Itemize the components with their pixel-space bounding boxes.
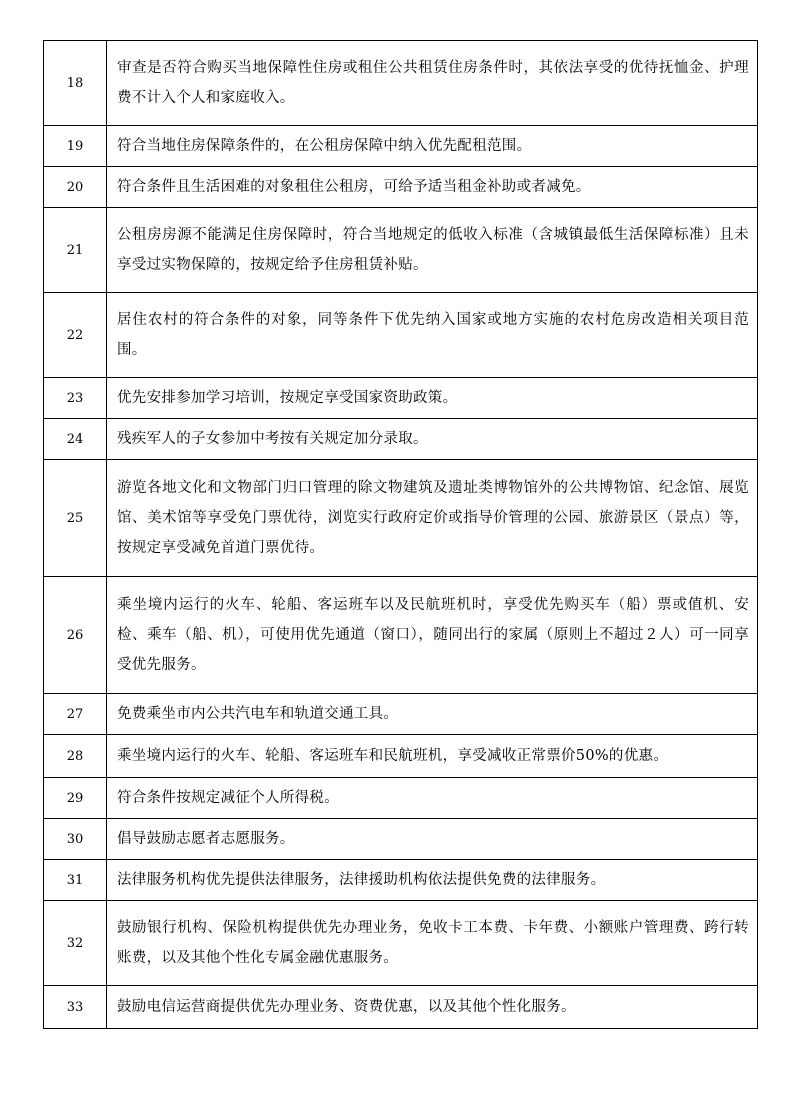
row-text: 乘坐境内运行的火车、轮船、客运班车以及民航班机时，享受优先购买车（船）票或值机、安检、乘车（船、机），可使用优先通道（窗口），随同出行的家属（原则上不超过２人）可一同享受优先服务。 <box>107 577 758 694</box>
row-text: 优先安排参加学习培训，按规定享受国家资助政策。 <box>107 378 758 419</box>
row-number: 32 <box>44 901 107 986</box>
table-row <box>44 694 758 735</box>
row-number: 24 <box>44 419 107 460</box>
row-number: 18 <box>44 41 107 126</box>
row-number: 20 <box>44 167 107 208</box>
table-row <box>44 126 758 167</box>
row-text: 公租房房源不能满足住房保障时，符合当地规定的低收入标准（含城镇最低生活保障标准）且未享受过实物保障的，按规定给予住房租赁补贴。 <box>107 208 758 293</box>
row-text: 符合条件按规定减征个人所得税。 <box>107 778 758 819</box>
table-row <box>44 378 758 419</box>
table-row <box>44 778 758 819</box>
table-row <box>44 901 758 986</box>
table-row <box>44 735 758 778</box>
row-text: 游览各地文化和文物部门归口管理的除文物建筑及遗址类博物馆外的公共博物馆、纪念馆、展览馆、美术馆等享受免门票优待，浏览实行政府定价或指导价管理的公园、旅游景区（景点）等，按规定享受减免首道门票优待。 <box>107 460 758 577</box>
row-number: 23 <box>44 378 107 419</box>
row-number: 26 <box>44 577 107 694</box>
row-number: 21 <box>44 208 107 293</box>
row-number: 28 <box>44 735 107 778</box>
table-row <box>44 167 758 208</box>
row-text: 倡导鼓励志愿者志愿服务。 <box>107 819 758 860</box>
table-row <box>44 41 758 126</box>
row-number: 33 <box>44 986 107 1029</box>
benefits-table <box>43 40 758 1029</box>
row-number: 30 <box>44 819 107 860</box>
row-text: 符合条件且生活困难的对象租住公租房，可给予适当租金补助或者减免。 <box>107 167 758 208</box>
table-row <box>44 293 758 378</box>
table-row <box>44 986 758 1029</box>
table-row <box>44 419 758 460</box>
table-row <box>44 577 758 694</box>
table-row <box>44 819 758 860</box>
row-text: 鼓励电信运营商提供优先办理业务、资费优惠，以及其他个性化服务。 <box>107 986 758 1029</box>
row-number: 29 <box>44 778 107 819</box>
row-number: 19 <box>44 126 107 167</box>
row-text: 免费乘坐市内公共汽电车和轨道交通工具。 <box>107 694 758 735</box>
table-row <box>44 460 758 577</box>
row-text: 法律服务机构优先提供法律服务，法律援助机构依法提供免费的法律服务。 <box>107 860 758 901</box>
row-number: 31 <box>44 860 107 901</box>
row-text: 鼓励银行机构、保险机构提供优先办理业务，免收卡工本费、卡年费、小额账户管理费、跨行转账费，以及其他个性化专属金融优惠服务。 <box>107 901 758 986</box>
row-text: 居住农村的符合条件的对象，同等条件下优先纳入国家或地方实施的农村危房改造相关项目范围。 <box>107 293 758 378</box>
table-row <box>44 208 758 293</box>
row-number: 25 <box>44 460 107 577</box>
row-text: 乘坐境内运行的火车、轮船、客运班车和民航班机，享受减收正常票价50%的优惠。 <box>107 735 758 778</box>
row-text: 符合当地住房保障条件的，在公租房保障中纳入优先配租范围。 <box>107 126 758 167</box>
row-text: 残疾军人的子女参加中考按有关规定加分录取。 <box>107 419 758 460</box>
table-row <box>44 860 758 901</box>
row-text: 审查是否符合购买当地保障性住房或租住公共租赁住房条件时，其依法享受的优待抚恤金、护理费不计入个人和家庭收入。 <box>107 41 758 126</box>
row-number: 27 <box>44 694 107 735</box>
row-number: 22 <box>44 293 107 378</box>
